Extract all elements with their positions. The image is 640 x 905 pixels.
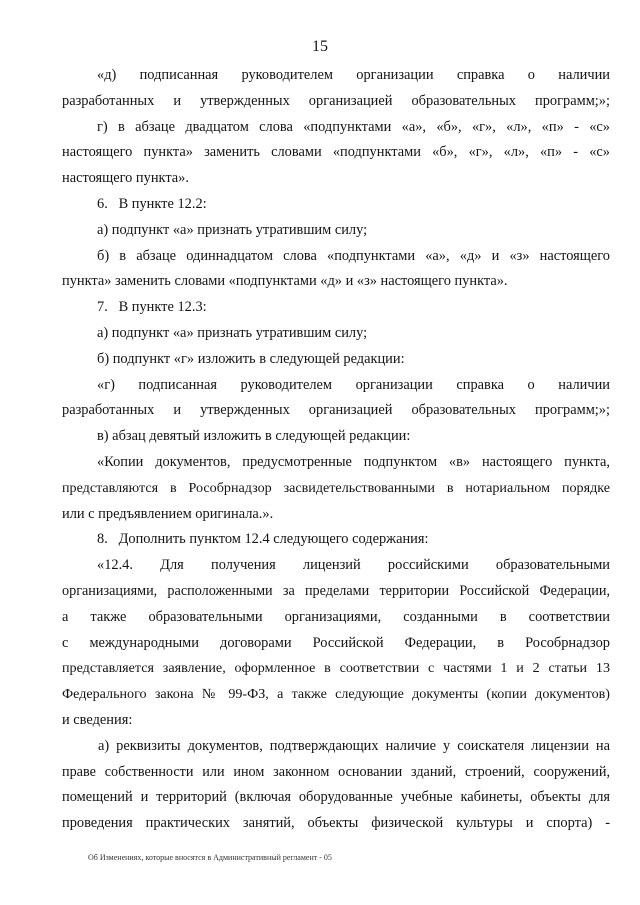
footer-note: Об Изменениях, которые вносятся в Административный регламент - 05 — [88, 853, 332, 862]
text-line: «Копии документов, предусмотренные подпунктом «в» настоящего пункта, — [97, 453, 610, 470]
text-line: а) реквизиты документов, подтверждающих наличие у соискателя лицензии на — [98, 737, 610, 754]
text-line: представляются в Рособрнадзор засвидетельствованными в нотариальном порядке — [62, 479, 610, 496]
text-line: настоящего пункта» заменить словами «подпунктами «б», «г», «л», «п» - «с» — [62, 144, 610, 161]
text-line: б) в абзаце одиннадцатом слова «подпунктами «а», «д» и «з» настоящего — [97, 247, 610, 264]
text-line: Федерального закона № 99-ФЗ, а также следующие документы (копии документов) — [62, 686, 610, 703]
text-line: пункта» заменить словами «подпунктами «д» и «з» настоящего пункта». — [62, 273, 508, 290]
text-line: организациями, расположенными за пределами территории Российской Федерации, — [62, 582, 610, 599]
text-line: «г) подписанная руководителем организации справка о наличии — [97, 376, 610, 393]
text-line: в) абзац девятый изложить в следующей редакции: — [97, 428, 411, 445]
text-line: с международными договорами Российской Федерации, в Рособрнадзор — [62, 634, 610, 651]
text-line: а) подпункт «а» признать утратившим силу; — [97, 324, 368, 341]
text-line: настоящего пункта». — [62, 170, 189, 187]
text-line: а) подпункт «а» признать утратившим силу; — [97, 221, 368, 238]
text-line: разработанных и утвержденных организацией образовательных программ;»; — [62, 402, 610, 419]
text-line: г) в абзаце двадцатом слова «подпунктами «а», «б», «г», «л», «п» - «с» — [97, 118, 610, 135]
text-line: 8. Дополнить пунктом 12.4 следующего содержания: — [97, 531, 429, 548]
text-line: б) подпункт «г» изложить в следующей редакции: — [97, 350, 405, 367]
document-body — [62, 63, 610, 837]
text-line: разработанных и утвержденных организацией образовательных программ;»; — [62, 92, 610, 109]
text-line: представляется заявление, оформленное в соответствии с частями 1 и 2 статьи 13 — [62, 660, 610, 677]
text-line: «12.4. Для получения лицензий российскими образовательными — [97, 557, 610, 574]
text-line: «д) подписанная руководителем организации справка о наличии — [97, 67, 610, 83]
page-number: 15 — [312, 38, 328, 55]
text-line: праве собственности или ином законном основании зданий, строений, сооружений, — [62, 763, 610, 780]
text-line: 6. В пункте 12.2: — [97, 195, 207, 212]
text-line: или с предъявлением оригинала.». — [62, 505, 274, 522]
text-line: и сведения: — [62, 711, 133, 728]
text-line: 7. В пункте 12.3: — [97, 299, 207, 316]
text-line: помещений и территорий (включая оборудованные учебные кабинеты, объекты для — [62, 789, 610, 806]
text-line: а также образовательными организациями, созданными в соответствии — [62, 608, 610, 625]
text-line: проведения практических занятий, объекты физической культуры и спорта) - — [62, 815, 610, 832]
